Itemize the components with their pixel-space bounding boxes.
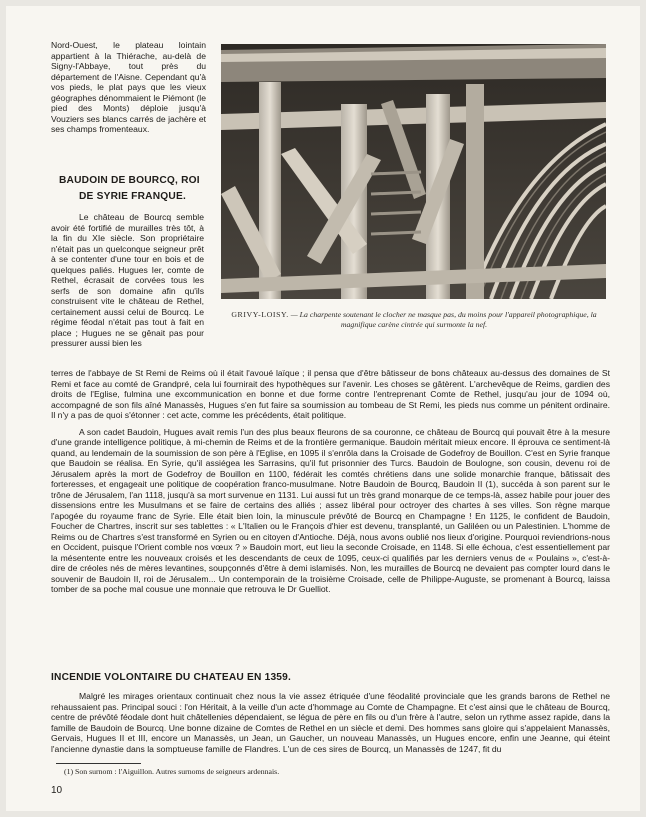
church-roof-photo — [221, 44, 606, 299]
photo-caption — [228, 310, 600, 329]
main-body — [51, 368, 610, 595]
incendie-paragraph: Malgré les mirages orientaux continuait chez nous la vie assez étriquée d'une féodalité provinciale que les grands barons de Rethel ne rehaussaient pas. Principal souci : l'on Héritait, à la veille d'un acte d'hommage au Comte de Champagne. Et c'est ainsi que le château de Bourcq, centre de prévôté féodale dont huit châtellenies dépendaient, se légua de père en fils ou d'un frère à l'autre, selon un rythme assez rapide, dans la famille de Baudoin de Bourcq. Une bonne dizaine de Comtes de Rethel en un siècle et demi. Des hommes sans gloire qui s'appelaient Manassès, Gervais, Hugues II et III, encore un Manassès, un Jean, un Gaucher, un nouveau Manassès, un Hugues encore, enfin une Jeanne, qui éteint l'ancienne dynastie dans la somptueuse famille de Flandres. L'un de ces sires de Bourcq, un Manassès de 1247, fit du — [51, 691, 610, 754]
continuation-paragraph: terres de l'abbaye de St Remi de Reims où il était l'avoué laïque ; il pensa que d'être bâtisseur de bons châteaux au-dessus des domaines de St Remi et face au comté de Grandpré, cela lui fournirait des hypothèques sur l'avenir. Les choses se gâtèrent. L'archevêque de Reims, gardien des droits de l'Eglise, fulmina une excommunication en bonne et due forme contre l'entreprenant Comte de Rethel, jusqu'au jour de 1094 où, accompagné de son fils aîné Manassès, Hugues s'en fut faire sa soumission au tombeau de St Remi, les pieds nus comme un pénitent ordinaire. Il n'y a pas de quoi s'étonner : cet acte, comme les précédents, était politique. — [51, 368, 610, 420]
intro-text — [51, 40, 206, 135]
heading-line-1: BAUDOIN DE BOURCQ, ROI — [59, 175, 200, 186]
intro-paragraph: Nord-Ouest, le plateau lointain appartient à la Thiérache, au-delà de Signy-l'Abbaye, tout près du département de l'Aisne. Cependant qu'à vos pieds, le plat pays que les vieux géographes dénommaient le Piémont (le pied des Monts) déploie jusqu'à Vouziers ses blancs carrés de jachère et ses champs fromenteaux. — [51, 40, 206, 134]
section-heading-baudoin — [59, 173, 219, 204]
left-column-text — [51, 212, 204, 349]
caption-place: GRIVY-LOISY. — [231, 310, 289, 319]
footnote-divider — [56, 763, 141, 764]
heading-line-2: DE SYRIE FRANQUE. — [79, 190, 186, 202]
left-column-paragraph: Le château de Bourcq semble avoir été fortifié de murailles très tôt, à la fin du XIe siècle. Son propriétaire n'était pas un quelconque seigneur prêt à se contenter d'une tour en bois et de quelques paliés. Hugues Ier, comte de Rethel, écrasait de corvées tous les serfs de son domaine afin qu'ils construisent vite le château de Rethel, certainement aussi celui de Bourcq. Le régime féodal n'était pas tout à fait en place ; Hugues ne se gênait pas pour pressurer aussi bien les — [51, 212, 204, 348]
section-heading-incendie: INCENDIE VOLONTAIRE DU CHATEAU EN 1359. — [51, 672, 292, 683]
baudoin-paragraph: A son cadet Baudoin, Hugues avait remis l'un des plus beaux fleurons de sa couronne, ce château de Bourcq qui pouvait être à la mesure d'une grande intelligence politique, à mi-chemin de Reims et de la frontière germanique. Baudoin méritait mieux encore. Il éprouva ce sentiment-là quand, au lendemain de la soumission de son père à l'Eglise, en 1095 il s'enrôla dans la Croisade de Godefroy de Bouillon. C'est en Syrie franque que Baudoin se réalisa. En Syrie, qu'il assiégea les Sarrasins, qu'il fut prisonnier des Turcs. Baudoin de Boulogne, son cousin, devenu roi de Jérusalem après la mort de Godefroy de Bouillon en 1100, fédérait les comtés chrétiens dans une solide monarchie franque, bâtissait des forteresses, et engageait une politique de coopération franco-musulmane. Notre Baudoin de Bourcq, Baudoin II (1), succéda à son parent sur le trône de Jérusalem, l'an 1118, jusqu'à sa mort survenue en 1131. Lui aussi fut un très grand monarque de ce temps-là, assez habile pour jouer des dissensions entre les Musulmans et se faire de certains des alliés ; assez libéral pour octroyer des chartes à ses villes. Son règne marque l'apogée du royaume franc de Syrie. Elle était bien loin, la minuscule prévôté de Bourcq en Champagne ! En 1125, le confident de Baudoin, Foucher de Chartres, inscrit sur ses tablettes : « L'Italien ou le François d'hier est devenu, transplanté, un Galiléen ou un Palestinien. L'homme de Reims ou de Chartres s'est transformé en Syrien ou en citoyen d'Antioche. Déjà, nous avons oublié nos lieux d'origine. Pourquoi reviendrions-nous en Occident, puisque l'Orient comble nos vœux ? » Baudoin mort, eut lieu la seconde Croisade, en 1148. Si elle échoua, c'est essentiellement par la mésentente entre les nouveaux croisés et les descendants de ceux de 1095, ceux-ci qualifiés par les derniers venus de « Poulains », c'est-à-dire de créoles nés de mères levantines, soupçonnés d'être à demi islamisés. Non, les murailles de Bourcq ne devaient pas compter lourd dans le souvenir de Baudoin II, roi de Jérusalem... Un contemporain de la troisième Croisade, celle de Philippe-Auguste, se promenant à Bourcq, laissa tomber de sa poche mal cousue une monnaie que retrouva le Dr Guelliot. — [51, 426, 610, 594]
footnote: (1) Son surnom : l'Aiguillon. Autres surnoms de seigneurs ardennais. — [64, 767, 280, 776]
incendie-text — [51, 691, 610, 754]
caption-text: — La charpente soutenant le clocher ne masque pas, du moins pour l'appareil photographique, la magnifique carène cintrée qui surmonte la nef. — [290, 310, 597, 329]
page-number: 10 — [51, 785, 63, 796]
roof-timber-illustration — [221, 44, 606, 299]
